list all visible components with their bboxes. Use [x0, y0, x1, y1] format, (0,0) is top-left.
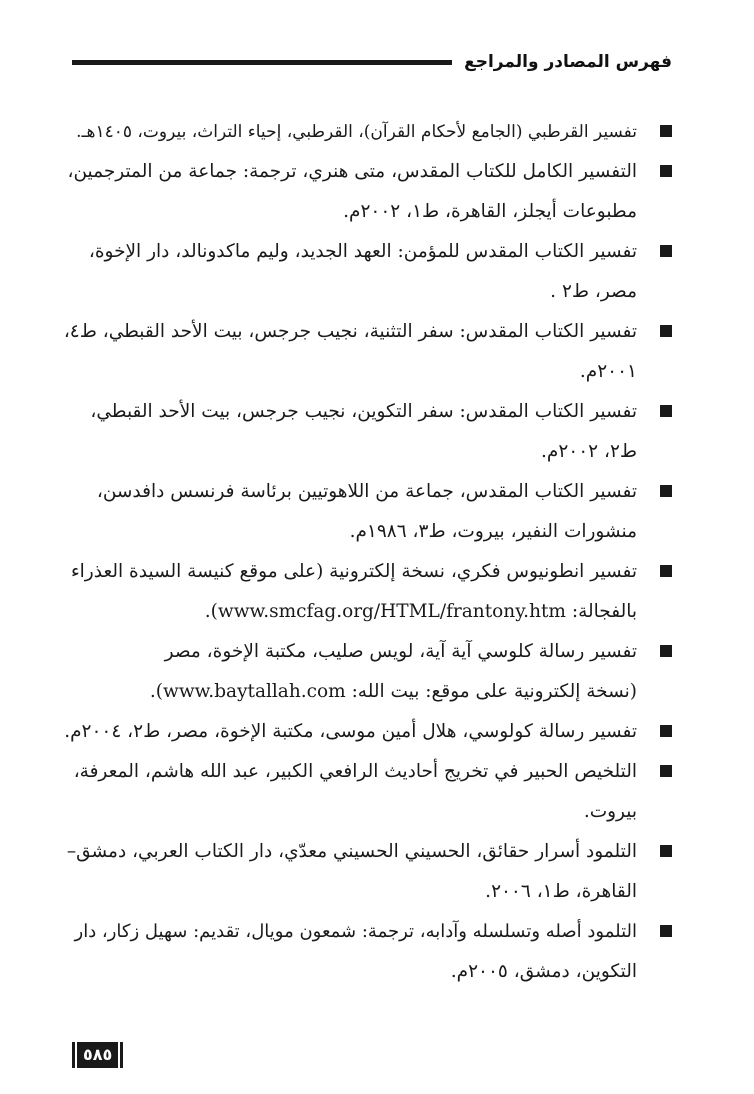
page-number-value: ٥٨٥ [77, 1042, 118, 1068]
entry-line: التلمود أصله وتسلسله وآدابه، ترجمة: شمعون مويال، تقديم: سهيل زكار، دار [74, 921, 637, 942]
bibliography-entry [62, 152, 672, 232]
bibliography-entry [62, 392, 672, 472]
entry-line: ٢٠٠١م. [579, 361, 637, 382]
entry-line: (نسخة إلكترونية على موقع: بيت الله: www.baytallah.com). [149, 681, 637, 702]
bibliography-entry [62, 552, 672, 632]
bibliography-entry [62, 912, 672, 992]
square-bullet-icon [660, 405, 672, 417]
square-bullet-icon [660, 845, 672, 857]
bibliography-entry [62, 312, 672, 392]
entry-line: التلمود أسرار حقائق، الحسيني الحسيني معدّي، دار الكتاب العربي، دمشق– [66, 841, 637, 862]
bibliography-entry [62, 752, 672, 832]
bibliography-entry [62, 712, 672, 752]
entry-line: تفسير الكتاب المقدس: سفر التثنية، نجيب جرجس، بيت الأحد القبطي، ط٤، [63, 321, 637, 342]
entry-line: تفسير رسالة كلوسي آية آية، لويس صليب، مكتبة الإخوة، مصر [164, 641, 637, 662]
entry-line: منشورات النفير، بيروت، ط٣، ١٩٨٦م. [349, 521, 637, 542]
square-bullet-icon [660, 125, 672, 137]
entry-line: تفسير الكتاب المقدس للمؤمن: العهد الجديد، وليم ماكدونالد، دار الإخوة، [88, 241, 637, 262]
page-number [72, 1042, 123, 1068]
square-bullet-icon [660, 565, 672, 577]
square-bullet-icon [660, 645, 672, 657]
square-bullet-icon [660, 325, 672, 337]
square-bullet-icon [660, 165, 672, 177]
entry-line: بالفجالة: www.smcfag.org/HTML/frantony.htm). [204, 601, 637, 622]
entry-line: تفسير الكتاب المقدس، جماعة من اللاهوتيين برئاسة فرنسس دافدسن، [96, 481, 637, 502]
bibliography-entry [62, 232, 672, 312]
bibliography-list [62, 112, 672, 992]
entry-line: بيروت. [583, 801, 637, 822]
square-bullet-icon [660, 485, 672, 497]
bibliography-entry [62, 832, 672, 912]
header-title: فهرس المصادر والمراجع [464, 52, 672, 72]
header-rule [72, 60, 452, 65]
entry-line: تفسير انطونيوس فكري، نسخة إلكترونية (على موقع كنيسة السيدة العذراء [70, 561, 637, 582]
bibliography-entry [62, 472, 672, 552]
running-header [72, 44, 672, 80]
entry-line: تفسير رسالة كولوسي، هلال أمين موسى، مكتبة الإخوة، مصر، ط٢، ٢٠٠٤م. [64, 721, 637, 742]
bibliography-entry [62, 632, 672, 712]
entry-line: تفسير الكتاب المقدس: سفر التكوين، نجيب جرجس، بيت الأحد القبطي، [90, 401, 637, 422]
square-bullet-icon [660, 765, 672, 777]
entry-line: التفسير الكامل للكتاب المقدس، متى هنري، ترجمة: جماعة من المترجمين، [67, 161, 637, 182]
square-bullet-icon [660, 725, 672, 737]
entry-line: ط٢، ٢٠٠٢م. [541, 441, 637, 462]
page-number-left-bar [72, 1042, 75, 1068]
entry-line: مصر، ط٢ . [550, 281, 637, 302]
entry-line: القاهرة، ط١، ٢٠٠٦. [485, 881, 637, 902]
entry-line: التكوين، دمشق، ٢٠٠٥م. [450, 961, 637, 982]
square-bullet-icon [660, 245, 672, 257]
square-bullet-icon [660, 925, 672, 937]
page-number-right-bar [120, 1042, 123, 1068]
entry-line: تفسير القرطبي (الجامع لأحكام القرآن)، القرطبي، إحياء التراث، بيروت، ١٤٠٥هـ. [76, 122, 637, 142]
entry-line: مطبوعات أيجلز، القاهرة، ط١، ٢٠٠٢م. [343, 201, 637, 222]
entry-line: التلخيص الحبير في تخريج أحاديث الرافعي الكبير، عبد الله هاشم، المعرفة، [73, 761, 637, 782]
bibliography-entry [62, 112, 672, 152]
